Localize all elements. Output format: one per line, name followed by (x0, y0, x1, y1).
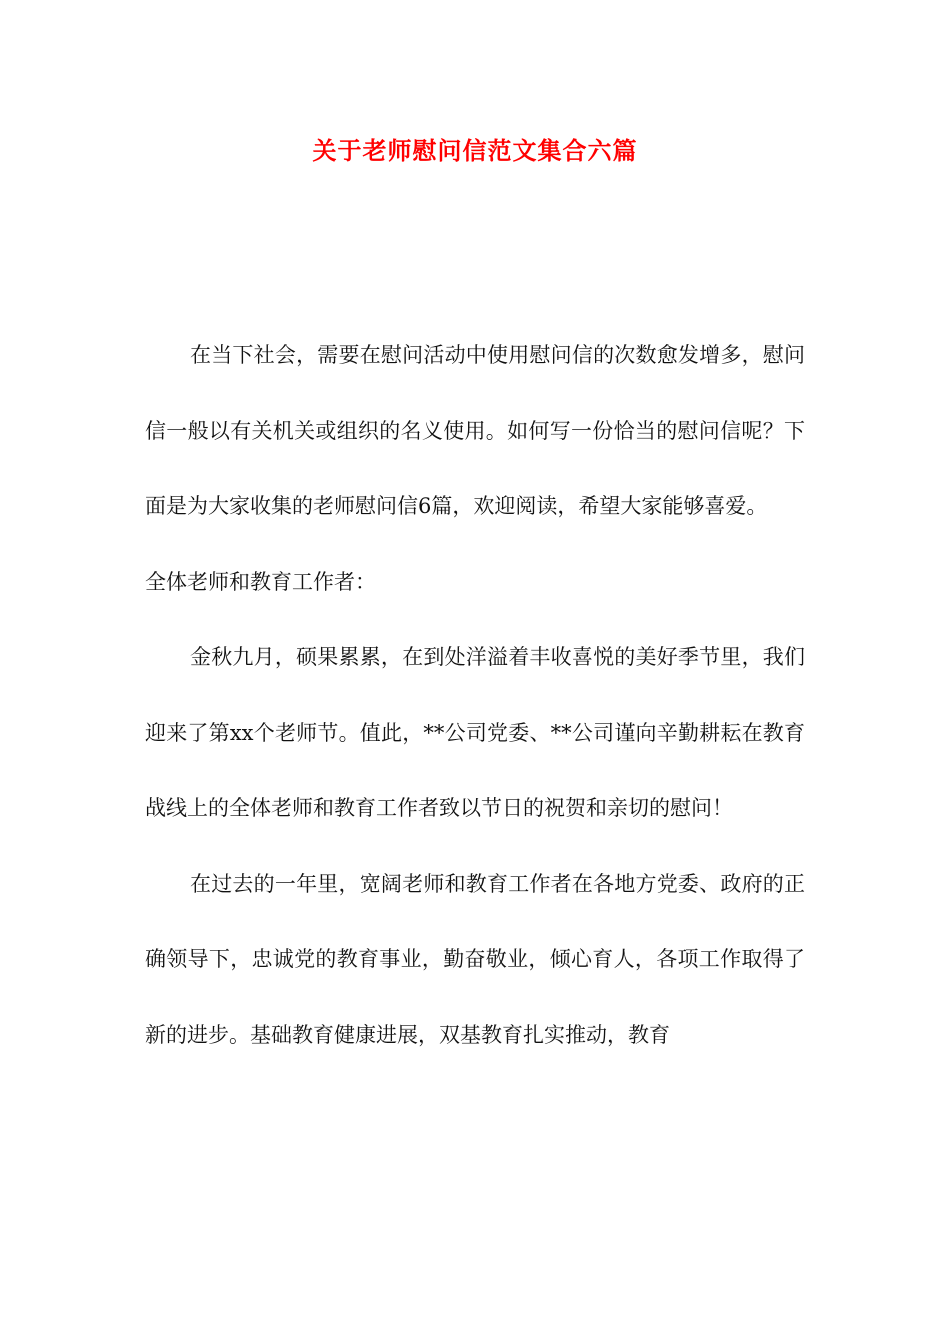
salutation: 全体老师和教育工作者： (145, 569, 376, 594)
body-paragraph-1: 金秋九月，硕果累累，在到处洋溢着丰收喜悦的美好季节里，我们迎来了第xx个老师节。值此，**公司党委、**公司谨向辛勤耕耘在教育战线上的全体老师和教育工作者致以节日的祝贺和亲切的慰问！ (145, 645, 805, 820)
document-body (145, 318, 805, 1073)
body-paragraph-2: 在过去的一年里，宽阔老师和教育工作者在各地方党委、政府的正确领导下，忠诚党的教育事业，勤奋敬业，倾心育人，各项工作取得了新的进步。基础教育健康进展，双基教育扎实推动，教育 (145, 871, 805, 1047)
intro-paragraph: 在当下社会，需要在慰问活动中使用慰问信的次数愈发增多，慰问信一般以有关机关或组织的名义使用。如何写一份恰当的慰问信呢？下面是为大家收集的老师慰问信6篇，欢迎阅读，希望大家能够喜爱。 (145, 343, 805, 518)
document-title: 关于老师慰问信范文集合六篇 (312, 136, 638, 165)
